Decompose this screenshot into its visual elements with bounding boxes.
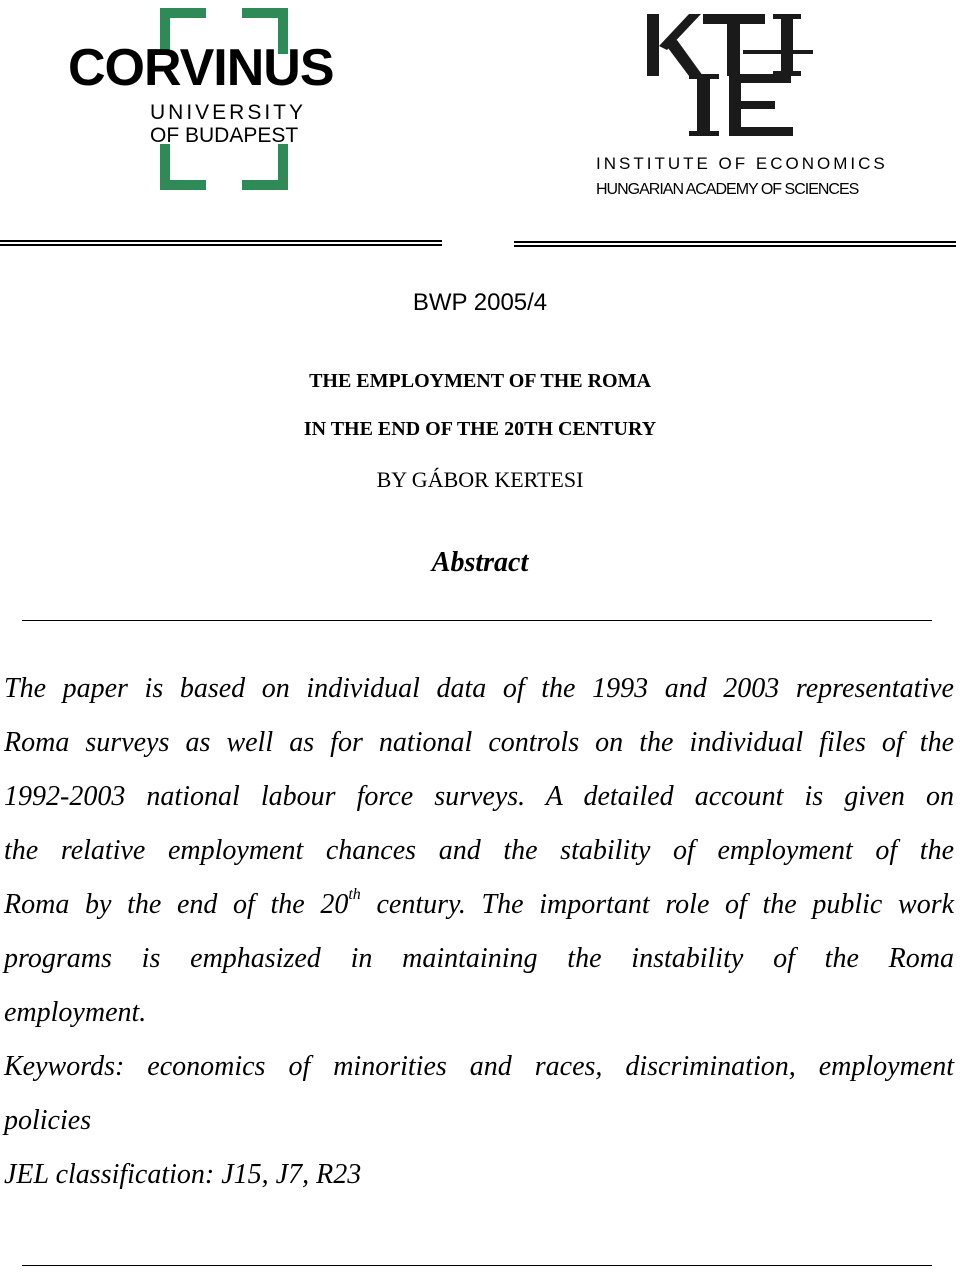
paper-title-line2: IN THE END OF THE 20TH CENTURY — [303, 418, 657, 440]
jel-classification: JEL classification: J15, J7, R23 — [4, 1159, 362, 1190]
kti-ie-logo-mark — [645, 10, 830, 140]
byline: BY GÁBOR KERTESI — [376, 467, 584, 492]
corvinus-logo-frame — [160, 8, 288, 190]
abstract-line: Roma surveys as well as for national controls on the individual files of the — [4, 727, 954, 758]
corvinus-logo-line1: UNIVERSITY — [150, 101, 307, 124]
footer-rule — [22, 1265, 932, 1266]
kti-ie-logo — [645, 10, 830, 145]
abstract-body — [4, 662, 954, 1202]
corvinus-logo-name: CORVINUS — [68, 39, 334, 97]
academy-label: HUNGARIAN ACADEMY OF SCIENCES — [596, 181, 859, 198]
header-rule-left — [0, 240, 442, 246]
header-rule-right — [514, 241, 956, 247]
abstract-rule — [22, 620, 932, 621]
corvinus-logo-line2: OF BUDAPEST — [150, 124, 299, 147]
abstract-line: Roma by the end of the 20th century. The important role of the public work — [4, 886, 955, 920]
series-number: BWP 2005/4 — [412, 289, 548, 316]
abstract-line: employment. — [4, 997, 147, 1028]
paper-title-line1: THE EMPLOYMENT OF THE ROMA — [309, 370, 651, 392]
abstract-line: 1992-2003 national labour force surveys. A detailed account is given on — [4, 781, 954, 812]
abstract-heading: Abstract — [431, 547, 529, 578]
abstract-line: the relative employment chances and the stability of employment of the — [4, 835, 954, 866]
institute-of-economics-label: INSTITUTE OF ECONOMICS — [596, 154, 888, 173]
keywords-line: Keywords: economics of minorities and races, discrimination, employment — [4, 1051, 954, 1082]
abstract-line: programs is emphasized in maintaining the instability of the Roma — [4, 943, 954, 974]
abstract-line: The paper is based on individual data of the 1993 and 2003 representative — [4, 673, 954, 704]
keywords-line: policies — [4, 1105, 92, 1136]
